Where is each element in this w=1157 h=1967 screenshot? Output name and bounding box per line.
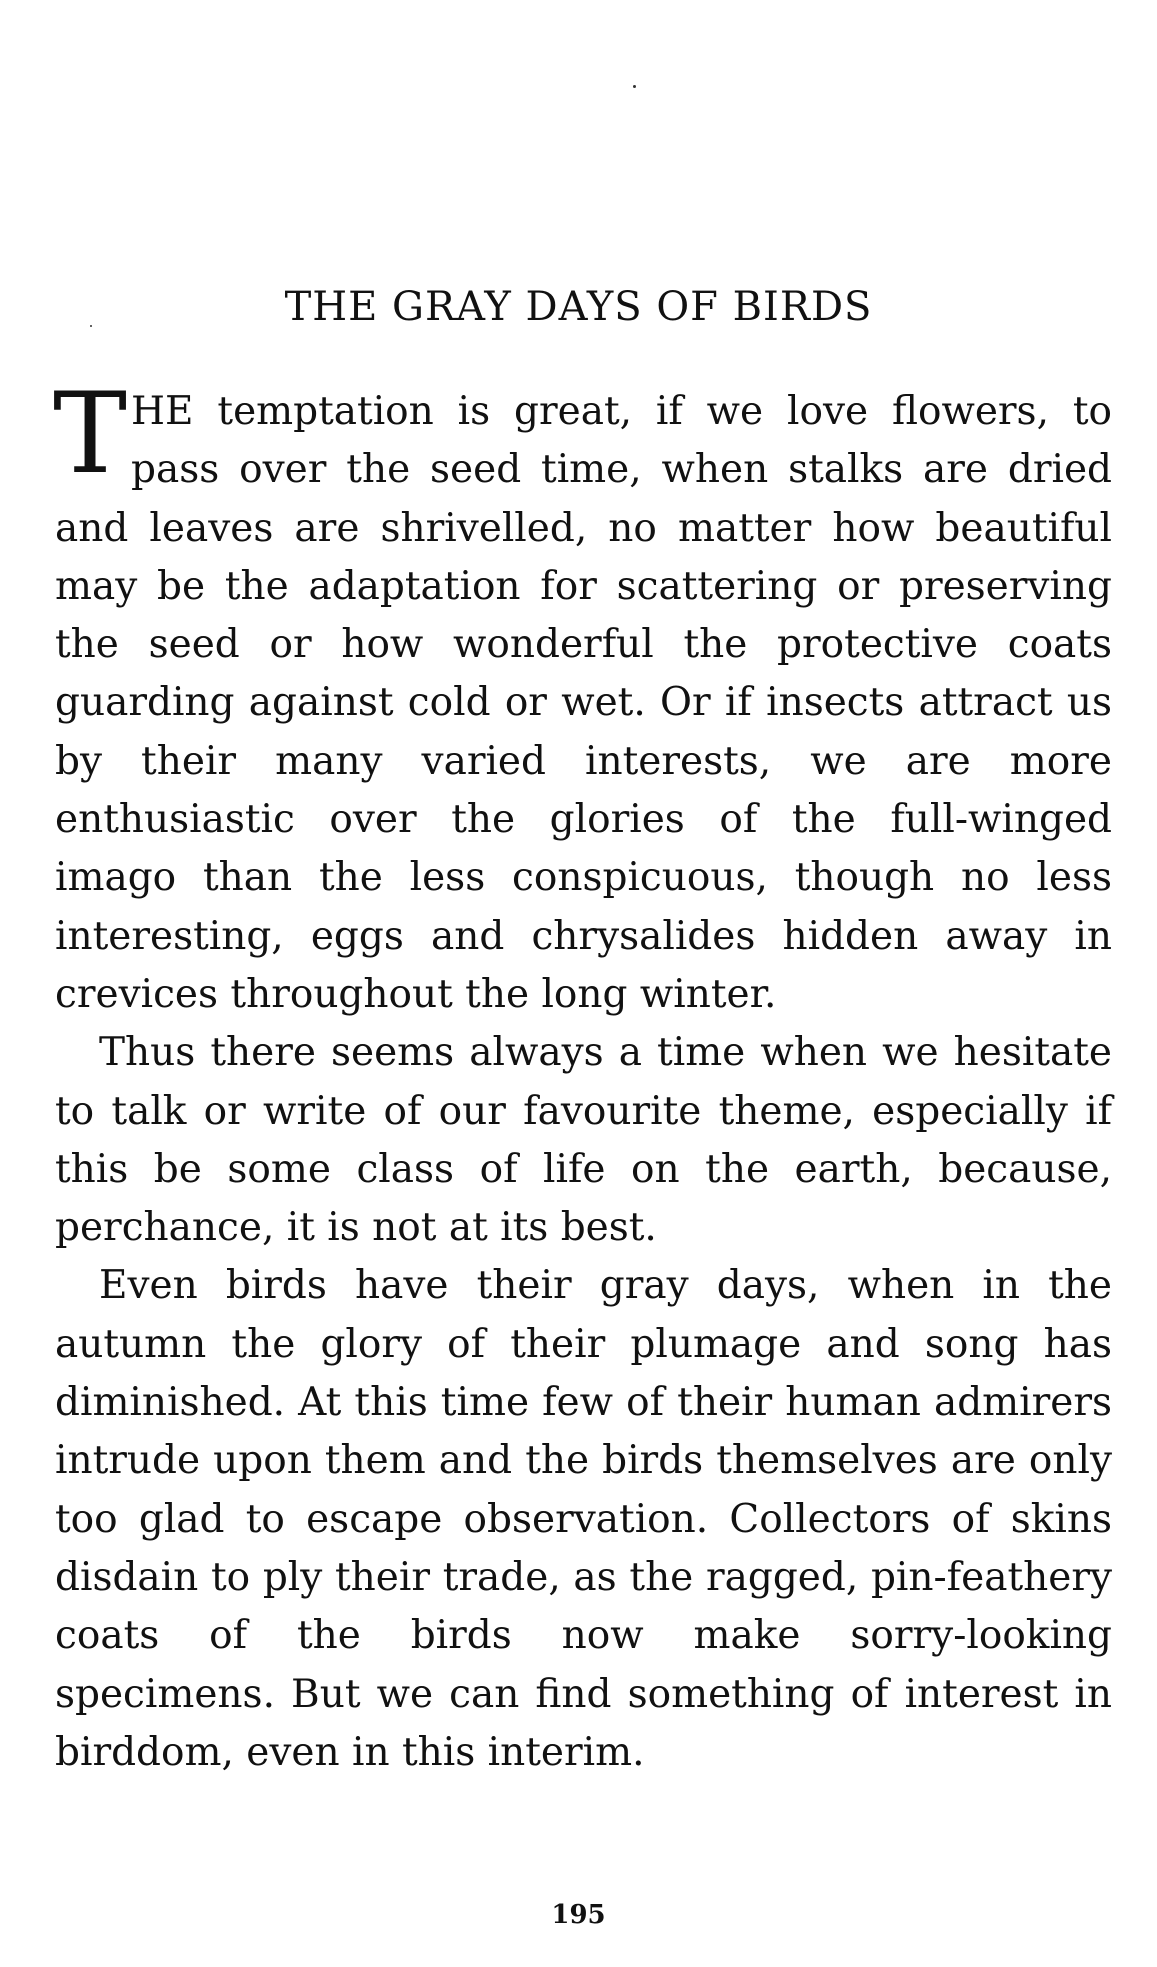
body-text [53, 370, 1112, 1782]
paragraph-1-lead: HE [131, 389, 194, 434]
drop-cap: T [53, 370, 128, 499]
paragraph-1 [53, 370, 1112, 1024]
paragraph-1-text: temptation is great, if we love flowers, to pass over the seed time, when stalks are dried and leaves are shrivelled, no matter how beautiful may be the adaptation for scattering or preserving the seed or how wonderful the protective coats guarding against cold or wet. Or if insects attract us by their many varied interests, we are more enthusiastic over the glories of the full-winged imago than the less conspicuous, though no less interesting, eggs and chrysalides hidden away in crevices throughout the long winter. [55, 389, 1112, 1017]
paragraph-2: Thus there seems always a time when we hesitate to talk or write of our favourite theme, especially if this be some class of life on the earth, because, perchance, it is not at its best. [55, 1030, 1112, 1251]
ink-speck [633, 85, 636, 88]
chapter-title: THE GRAY DAYS OF BIRDS [284, 284, 873, 330]
paragraph-3: Even birds have their gray days, when in the autumn the glory of their plumage and song has diminished. At this time few of their human admirers intrude upon them and the birds themselves are only too glad to escape observation. Collectors of skins disdain to ply their trade, as the ragged, pin-feathery coats of the birds now make sorry-looking specimens. But we can find something of interest in birddom, even in this interim. [55, 1263, 1112, 1775]
page-number: 195 [551, 1900, 606, 1930]
